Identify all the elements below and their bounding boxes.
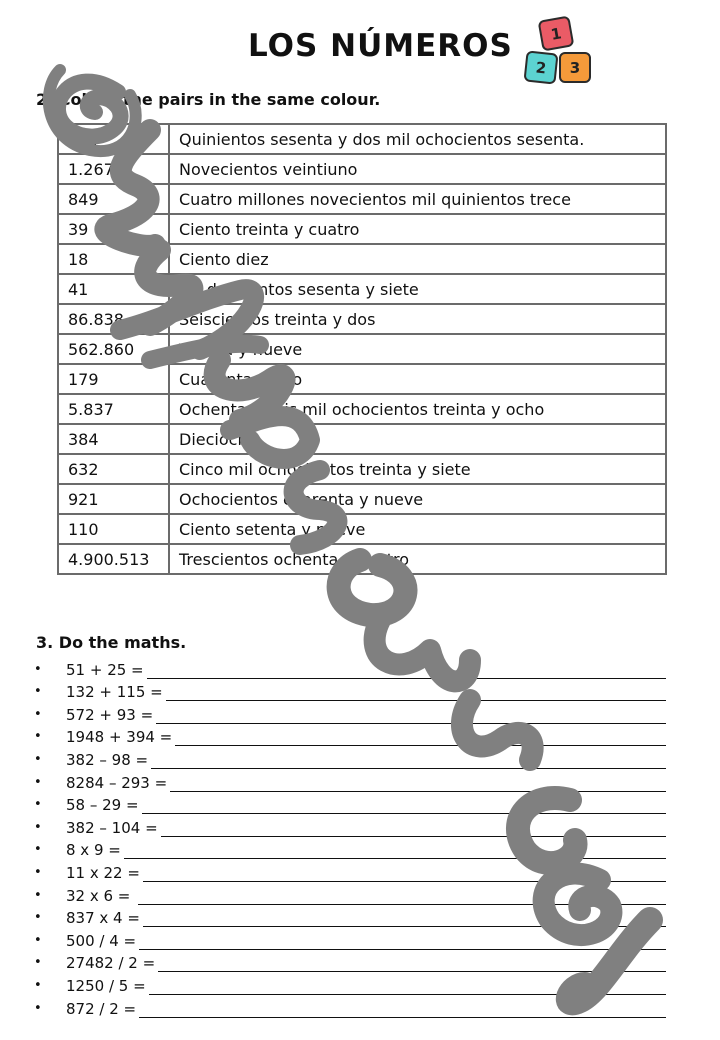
table-row — [58, 244, 666, 274]
problem-expression: 27482 / 2 = — [66, 954, 156, 973]
section-2-heading: 2. Colour the pairs in the same colour. — [36, 90, 381, 109]
words-cell[interactable]: Ciento setenta y nueve — [169, 514, 666, 544]
section-3-heading: 3. Do the maths. — [36, 633, 187, 652]
list-item — [34, 995, 674, 1018]
number-cell[interactable]: 110 — [58, 514, 169, 544]
block-3-icon: 3 — [559, 52, 591, 83]
problem-expression: 872 / 2 = — [66, 999, 137, 1018]
bullet-icon: • — [34, 864, 42, 880]
table-row — [58, 334, 666, 364]
answer-line[interactable] — [139, 933, 666, 950]
bullet-icon: • — [34, 706, 42, 722]
problem-expression: 51 + 25 = — [66, 660, 144, 679]
number-cell[interactable]: 632 — [58, 454, 169, 484]
problem-expression: 8284 – 293 = — [66, 773, 168, 792]
problem-expression: 1948 + 394 = — [66, 728, 173, 747]
page-title: LOS NÚMEROS — [248, 28, 513, 64]
words-cell[interactable]: Ochenta y seis mil ochocientos treinta y ocho — [169, 394, 666, 424]
bullet-icon: • — [34, 774, 42, 790]
answer-line[interactable] — [156, 707, 666, 724]
table-row — [58, 514, 666, 544]
answer-line[interactable] — [147, 662, 666, 679]
bullet-icon: • — [34, 932, 42, 948]
problem-expression: 500 / 4 = — [66, 931, 137, 950]
answer-line[interactable] — [151, 752, 666, 769]
list-item — [34, 837, 674, 860]
bullet-icon: • — [34, 910, 42, 926]
number-cell[interactable]: 39 — [58, 214, 169, 244]
bullet-icon: • — [34, 729, 42, 745]
problem-expression: 132 + 115 = — [66, 683, 163, 702]
words-cell[interactable]: Mil doscientos sesenta y siete — [169, 274, 666, 304]
words-cell[interactable]: Cinco mil ochocientos treinta y siete — [169, 454, 666, 484]
problem-expression: 382 – 104 = — [66, 818, 158, 837]
table-row — [58, 424, 666, 454]
number-cell[interactable]: 134 — [58, 124, 169, 154]
table-row — [58, 454, 666, 484]
list-item — [34, 792, 674, 815]
number-cell[interactable]: 1.267 — [58, 154, 169, 184]
bullet-icon: • — [34, 684, 42, 700]
bullet-icon: • — [34, 797, 42, 813]
table-row — [58, 214, 666, 244]
table-row — [58, 544, 666, 574]
table-row — [58, 304, 666, 334]
words-cell[interactable]: Ciento diez — [169, 244, 666, 274]
answer-line[interactable] — [139, 1001, 666, 1018]
number-cell[interactable]: 384 — [58, 424, 169, 454]
number-cell[interactable]: 41 — [58, 274, 169, 304]
problem-expression: 58 – 29 = — [66, 796, 139, 815]
list-item — [34, 927, 674, 950]
problem-expression: 572 + 93 = — [66, 705, 154, 724]
number-cell[interactable]: 562.860 — [58, 334, 169, 364]
list-item — [34, 859, 674, 882]
words-cell[interactable]: Cuarenta y uno — [169, 364, 666, 394]
list-item — [34, 882, 674, 905]
problem-expression: 1250 / 5 = — [66, 976, 146, 995]
number-cell[interactable]: 86.838 — [58, 304, 169, 334]
list-item — [34, 769, 674, 792]
answer-line[interactable] — [149, 978, 666, 995]
number-cell[interactable]: 179 — [58, 364, 169, 394]
bullet-icon: • — [34, 842, 42, 858]
list-item — [34, 905, 674, 928]
table-row — [58, 184, 666, 214]
list-item — [34, 950, 674, 973]
list-item — [34, 972, 674, 995]
list-item — [34, 701, 674, 724]
number-cell[interactable]: 921 — [58, 484, 169, 514]
number-cell[interactable]: 4.900.513 — [58, 544, 169, 574]
number-blocks-icon — [522, 16, 594, 84]
table-row — [58, 364, 666, 394]
block-1-icon: 1 — [538, 15, 575, 51]
bullet-icon: • — [34, 955, 42, 971]
bullet-icon: • — [34, 977, 42, 993]
answer-line[interactable] — [158, 955, 666, 972]
table-row — [58, 124, 666, 154]
list-item — [34, 814, 674, 837]
words-cell[interactable]: Ochocientos cuarenta y nueve — [169, 484, 666, 514]
pairs-table — [57, 123, 667, 575]
answer-line[interactable] — [143, 865, 666, 882]
bullet-icon: • — [34, 1000, 42, 1016]
list-item — [34, 724, 674, 747]
answer-line[interactable] — [161, 820, 666, 837]
problem-expression: 837 x 4 = — [66, 909, 140, 928]
bullet-icon: • — [34, 661, 42, 677]
answer-line[interactable] — [170, 775, 666, 792]
block-2-icon: 2 — [523, 50, 558, 84]
answer-line[interactable] — [124, 842, 666, 859]
answer-line[interactable] — [142, 797, 666, 814]
answer-line[interactable] — [143, 910, 666, 927]
words-cell[interactable]: Treinta y nueve — [169, 334, 666, 364]
list-item — [34, 679, 674, 702]
list-item — [34, 746, 674, 769]
words-cell[interactable]: Seiscientos treinta y dos — [169, 304, 666, 334]
answer-line[interactable] — [166, 684, 666, 701]
words-cell[interactable]: Quinientos sesenta y dos mil ochocientos sesenta. — [169, 124, 666, 154]
words-cell[interactable]: Trescientos ochenta y cuatro — [169, 544, 666, 574]
words-cell[interactable]: Dieciocho — [169, 424, 666, 454]
table-row — [58, 154, 666, 184]
answer-line[interactable] — [175, 729, 666, 746]
problem-expression: 32 x 6 = — [66, 886, 136, 905]
number-cell[interactable]: 849 — [58, 184, 169, 214]
bullet-icon: • — [34, 751, 42, 767]
list-item — [34, 656, 674, 679]
number-cell[interactable]: 5.837 — [58, 394, 169, 424]
number-cell[interactable]: 18 — [58, 244, 169, 274]
problem-expression: 382 – 98 = — [66, 750, 149, 769]
words-cell[interactable]: Novecientos veintiuno — [169, 154, 666, 184]
problem-expression: 8 x 9 = — [66, 841, 121, 860]
answer-line[interactable] — [138, 888, 666, 905]
problem-expression: 11 x 22 = — [66, 863, 140, 882]
table-row — [58, 484, 666, 514]
words-cell[interactable]: Cuatro millones novecientos mil quinientos trece — [169, 184, 666, 214]
table-row — [58, 274, 666, 304]
maths-problem-list — [34, 656, 674, 1018]
bullet-icon: • — [34, 819, 42, 835]
bullet-icon: • — [34, 887, 42, 903]
table-row — [58, 394, 666, 424]
words-cell[interactable]: Ciento treinta y cuatro — [169, 214, 666, 244]
